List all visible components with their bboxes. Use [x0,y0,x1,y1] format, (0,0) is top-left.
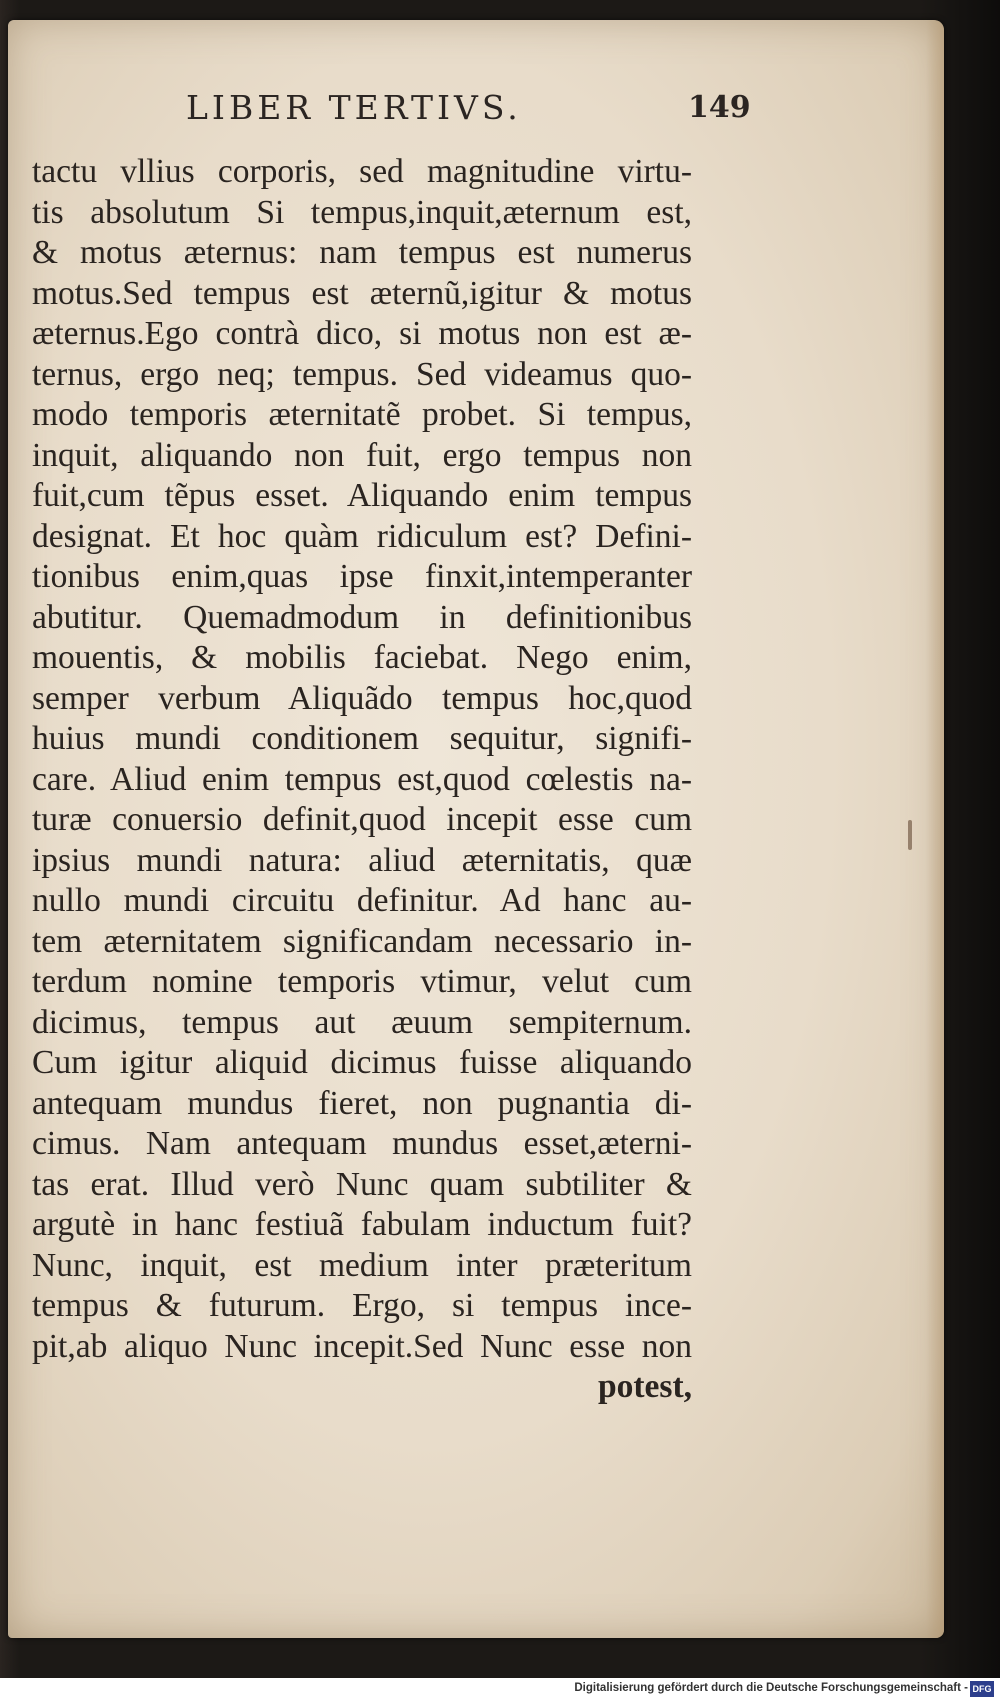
page-number: 149 [688,90,751,125]
body-text [32,152,692,1408]
text-line: huius mundi conditionem sequitur, signifi- [32,720,692,757]
text-line: pit,ab aliquo Nunc incepit.Sed Nunc esse non [32,1327,692,1365]
text-line: tempus & futurum. Ergo, si tempus ince- [32,1287,692,1324]
text-line: tactu vllius corporis, sed magnitudine virtu- [32,153,692,190]
text-line: fuit,cum tẽpus esset. Aliquando enim tempus [32,477,692,514]
text-line: terdum nomine temporis vtimur, velut cum [32,963,692,1000]
text-line: Nunc, inquit, est medium inter præteritum [32,1246,692,1284]
running-title: LIBER TERTIVS. [186,88,522,127]
text-line: cimus. Nam antequam mundus esset,æterni- [32,1125,692,1162]
text-line: tas erat. Illud verò Nunc quam subtiliter & [32,1165,692,1203]
paper-stain [908,820,912,850]
text-line: ternus, ergo neq; tempus. Sed videamus quo- [32,355,692,393]
text-line: Cum igitur aliquid dicimus fuisse aliquando [32,1044,692,1081]
text-line: care. Aliud enim tempus est,quod cœlestis na- [32,760,692,798]
text-line: designat. Et hoc quàm ridiculum est? Defini- [32,517,692,555]
text-line: mouentis, & mobilis faciebat. Nego enim, [32,639,692,676]
text-line: inquit, aliquando non fuit, ergo tempus non [32,436,692,474]
page-edge-shadow [926,20,944,1638]
footer-bar [0,1678,1000,1701]
dfg-logo-icon: DFG [970,1681,994,1697]
text-line: argutè in hanc festiuã fabulam inductum fuit? [32,1206,692,1243]
catchword: potest, [598,1368,692,1405]
text-line: semper verbum Aliquãdo tempus hoc,quod [32,679,692,717]
text-line: nullo mundi circuitu definitur. Ad hanc au- [32,882,692,919]
text-line: æternus.Ego contrà dico, si motus non est æ- [32,315,692,352]
text-line: dicimus, tempus aut æuum sempiternum. [32,1003,692,1041]
text-line: tem æternitatem significandam necessario in- [32,922,692,960]
book-page [8,20,944,1638]
text-line: turæ conuersio definit,quod incepit esse cum [32,801,692,838]
running-head [8,88,944,138]
text-line: & motus æternus: nam tempus est numerus [32,234,692,271]
text-line: ipsius mundi natura: aliud æternitatis, quæ [32,841,692,879]
text-line: antequam mundus fieret, non pugnantia di- [32,1084,692,1122]
text-line: tis absolutum Si tempus,inquit,æternum est, [32,193,692,231]
text-line: motus.Sed tempus est æternũ,igitur & motus [32,274,692,312]
footer-credit: Digitalisierung gefördert durch die Deutsche Forschungsgemeinschaft - [574,1682,968,1694]
text-line: modo temporis æternitatẽ probet. Si tempus, [32,396,692,433]
text-line: tionibus enim,quas ipse finxit,intemperanter [32,558,692,595]
text-line: abutitur. Quemadmodum in definitionibus [32,598,692,636]
